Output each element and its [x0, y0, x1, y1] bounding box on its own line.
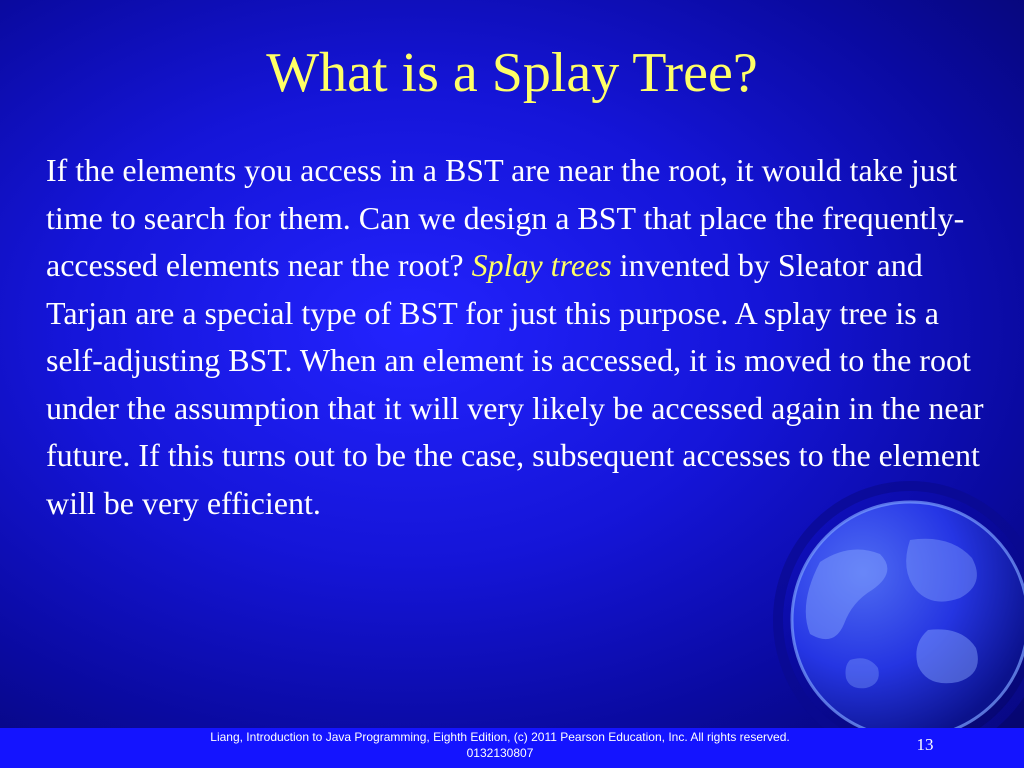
- slide-title: What is a Splay Tree?: [266, 42, 758, 104]
- page-number: 13: [916, 735, 934, 754]
- body-text-intro: If the elements you access in a BST are near the root, it would take just time to search for them. Can we design a BST that place the frequently-accessed elements near the root?: [46, 152, 965, 283]
- body-text-rest: invented by Sleator and Tarjan are a special type of BST for just this purpose. A splay tree is a self-adjusting BST. When an element is accessed, it is moved to the root under the assumption that it will very likely be accessed again in the near future. If this turns out to be the case, subsequent accesses to the element will be very efficient.: [46, 247, 984, 521]
- footer-copyright: Liang, Introduction to Java Programming, Eighth Edition, (c) 2011 Pearson Education, Inc. All rights reserved. 0132130807: [210, 730, 790, 760]
- splay-trees-term: Splay trees: [471, 247, 612, 283]
- body-paragraph: [46, 147, 996, 527]
